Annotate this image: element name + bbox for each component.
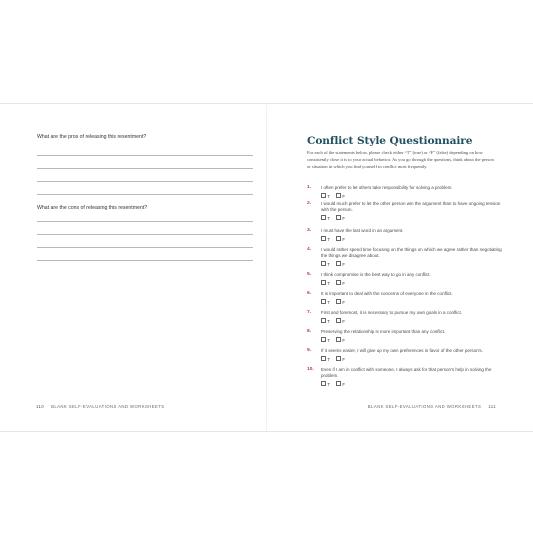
false-option[interactable] [336, 215, 345, 221]
option-label: T [327, 280, 330, 286]
question-number: 9. [307, 348, 312, 353]
option-label: F [342, 261, 345, 267]
question-number: 2. [307, 201, 312, 206]
option-label: F [342, 337, 345, 343]
left-folio [36, 404, 165, 409]
true-false-options [321, 261, 351, 267]
question-text: I would rather spend time focusing on the things on which we agree rather than negotiating the things we disagree about. [321, 247, 502, 259]
option-label: F [342, 215, 345, 221]
answer-line[interactable] [37, 168, 253, 169]
false-option[interactable] [336, 318, 345, 324]
page-title: Conflict Style Questionnaire [307, 135, 473, 147]
book-spread [0, 103, 533, 432]
false-checkbox[interactable] [336, 215, 341, 220]
true-checkbox[interactable] [321, 193, 326, 198]
answer-line[interactable] [37, 194, 253, 195]
question-text: If it seems easier, I will give up my own preferences in favor of the other person's. [321, 348, 483, 353]
question-number: 8. [307, 329, 312, 334]
answer-line[interactable] [37, 155, 253, 156]
cons-prompt: What are the cons of releasing this resentment? [37, 205, 148, 211]
answer-line[interactable] [37, 221, 253, 222]
true-checkbox[interactable] [321, 318, 326, 323]
false-checkbox[interactable] [336, 280, 341, 285]
option-label: F [342, 381, 345, 387]
option-label: F [342, 356, 345, 362]
right-page [267, 104, 533, 431]
false-option[interactable] [336, 299, 345, 305]
running-footer: BLANK SELF-EVALUATIONS AND WORKSHEETS [51, 404, 165, 409]
question-text: I must have the last word in an argument. [321, 228, 404, 233]
true-option[interactable] [321, 318, 330, 324]
true-option[interactable] [321, 381, 330, 387]
false-checkbox[interactable] [336, 381, 341, 386]
true-checkbox[interactable] [321, 381, 326, 386]
option-label: T [327, 318, 330, 324]
option-label: T [327, 381, 330, 387]
option-label: F [342, 193, 345, 199]
page-number: 110 [36, 404, 45, 409]
true-option[interactable] [321, 236, 330, 242]
false-option[interactable] [336, 261, 345, 267]
question-number: 1. [307, 185, 312, 190]
question-text: Preserving the relationship is more important than any conflict. [321, 329, 446, 334]
true-checkbox[interactable] [321, 261, 326, 266]
option-label: F [342, 236, 345, 242]
option-label: T [327, 356, 330, 362]
false-checkbox[interactable] [336, 337, 341, 342]
true-option[interactable] [321, 299, 330, 305]
true-false-options [321, 381, 351, 387]
false-option[interactable] [336, 356, 345, 362]
false-option[interactable] [336, 381, 345, 387]
true-false-options [321, 280, 351, 286]
question-number: 5. [307, 272, 312, 277]
false-option[interactable] [336, 280, 345, 286]
option-label: T [327, 261, 330, 267]
question-text: Even if I am in conflict with someone, I always ask for that person's help in solving the problem. [321, 367, 492, 379]
true-checkbox[interactable] [321, 299, 326, 304]
option-label: T [327, 236, 330, 242]
true-false-options [321, 236, 351, 242]
pros-prompt: What are the pros of releasing this resentment? [37, 134, 147, 140]
true-false-options [321, 193, 351, 199]
right-folio [368, 404, 496, 409]
answer-line[interactable] [37, 234, 253, 235]
false-checkbox[interactable] [336, 356, 341, 361]
option-label: F [342, 318, 345, 324]
true-option[interactable] [321, 356, 330, 362]
false-checkbox[interactable] [336, 261, 341, 266]
option-label: T [327, 337, 330, 343]
question-text: It is important to deal with the concerns of everyone in the conflict. [321, 291, 453, 296]
true-false-options [321, 337, 351, 343]
answer-line[interactable] [37, 181, 253, 182]
option-label: F [342, 280, 345, 286]
true-checkbox[interactable] [321, 337, 326, 342]
question-number: 7. [307, 310, 312, 315]
true-option[interactable] [321, 215, 330, 221]
true-checkbox[interactable] [321, 356, 326, 361]
running-footer: BLANK SELF-EVALUATIONS AND WORKSHEETS [367, 404, 482, 409]
option-label: T [327, 193, 330, 199]
true-option[interactable] [321, 193, 330, 199]
answer-line[interactable] [37, 247, 253, 248]
false-checkbox[interactable] [336, 193, 341, 198]
question-text: I would much prefer to let the other person win the argument than to have ongoing tension with the person. [321, 201, 501, 213]
true-checkbox[interactable] [321, 215, 326, 220]
option-label: F [342, 299, 345, 305]
true-false-options [321, 215, 351, 221]
question-text: I often prefer to let others take responsibility for solving a problem. [321, 185, 453, 190]
true-false-options [321, 318, 351, 324]
true-false-options [321, 356, 351, 362]
true-option[interactable] [321, 337, 330, 343]
false-option[interactable] [336, 337, 345, 343]
false-checkbox[interactable] [336, 318, 341, 323]
false-checkbox[interactable] [336, 236, 341, 241]
false-checkbox[interactable] [336, 299, 341, 304]
question-number: 4. [307, 247, 312, 252]
question-number: 6. [307, 291, 312, 296]
instructions: For each of the statements below, please check either “T” (true) or “F” (false) depending on how consistently close it is to your actual behavior. As you go through the questions, think about the person or situation in which you find yourself in conflict most frequently. [307, 150, 494, 169]
true-option[interactable] [321, 261, 330, 267]
left-page [0, 104, 266, 431]
true-option[interactable] [321, 280, 330, 286]
question-text: First and foremost, it is necessary to pursue my own goals in a conflict. [321, 310, 463, 315]
page-number: 111 [488, 404, 496, 409]
option-label: T [327, 299, 330, 305]
true-false-options [321, 299, 351, 305]
option-label: T [327, 215, 330, 221]
question-number: 10. [307, 367, 314, 372]
answer-line[interactable] [37, 260, 253, 261]
false-option[interactable] [336, 236, 345, 242]
true-checkbox[interactable] [321, 236, 326, 241]
false-option[interactable] [336, 193, 345, 199]
question-number: 3. [307, 228, 312, 233]
true-checkbox[interactable] [321, 280, 326, 285]
question-text: I think compromise is the best way to go in any conflict. [321, 272, 431, 277]
